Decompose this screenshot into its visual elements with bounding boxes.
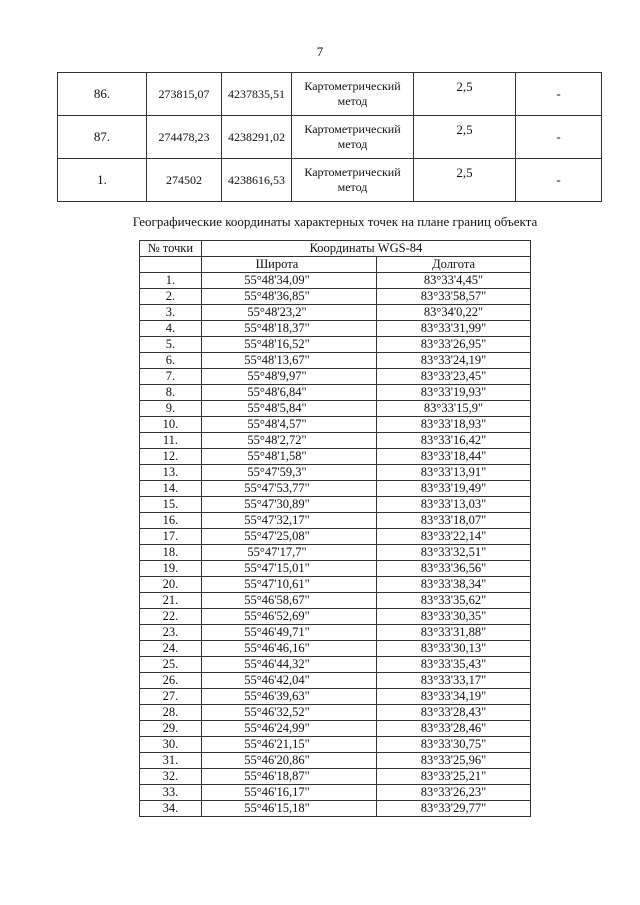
accuracy: 2,5	[414, 73, 516, 116]
latitude-value: 55°47'25,08"	[201, 529, 376, 545]
table-row	[140, 433, 531, 449]
latitude-value: 55°46'42,04"	[201, 673, 376, 689]
longitude-value: 83°33'38,34"	[377, 577, 531, 593]
latitude-value: 55°48'1,58"	[201, 449, 376, 465]
latitude-value: 55°46'24,99"	[201, 721, 376, 737]
coordinates-body	[140, 273, 531, 817]
coord-x: 273815,07	[147, 73, 222, 116]
point-number: 34.	[140, 801, 202, 817]
point-number: 29.	[140, 721, 202, 737]
longitude-value: 83°33'35,62"	[377, 593, 531, 609]
section-title: Географические координаты характерных точек на плане границ объекта	[132, 214, 538, 229]
wgs84-coordinates-table	[139, 240, 531, 817]
latitude-value: 55°46'20,86"	[201, 753, 376, 769]
point-number: 19.	[140, 561, 202, 577]
table-row	[140, 769, 531, 785]
latitude-value: 55°47'15,01"	[201, 561, 376, 577]
longitude-value: 83°33'18,44"	[377, 449, 531, 465]
coord-x: 274502	[147, 159, 222, 202]
point-number: 27.	[140, 689, 202, 705]
longitude-value: 83°33'4,45"	[377, 273, 531, 289]
table-row	[140, 273, 531, 289]
header-latitude: Широта	[201, 257, 376, 273]
latitude-value: 55°46'32,52"	[201, 705, 376, 721]
longitude-value: 83°33'30,75"	[377, 737, 531, 753]
longitude-value: 83°33'34,19"	[377, 689, 531, 705]
method: Картометрический метод	[292, 159, 414, 202]
point-number: 25.	[140, 657, 202, 673]
method: Картометрический метод	[292, 116, 414, 159]
header-longitude: Долгота	[377, 257, 531, 273]
table-row	[140, 657, 531, 673]
table-row	[140, 561, 531, 577]
longitude-value: 83°33'13,91"	[377, 465, 531, 481]
point-number: 17.	[140, 529, 202, 545]
table-row	[140, 465, 531, 481]
point-number: 24.	[140, 641, 202, 657]
latitude-value: 55°48'16,52"	[201, 337, 376, 353]
table-row	[140, 721, 531, 737]
point-number: 2.	[140, 289, 202, 305]
longitude-value: 83°33'30,13"	[377, 641, 531, 657]
longitude-value: 83°33'36,56"	[377, 561, 531, 577]
table-header-row	[140, 241, 531, 257]
latitude-value: 55°48'4,57"	[201, 417, 376, 433]
point-number: 4.	[140, 321, 202, 337]
accuracy: 2,5	[414, 116, 516, 159]
note: -	[516, 73, 602, 116]
point-number: 87.	[58, 116, 147, 159]
longitude-value: 83°33'16,42"	[377, 433, 531, 449]
longitude-value: 83°33'31,88"	[377, 625, 531, 641]
table-row	[140, 513, 531, 529]
latitude-value: 55°46'58,67"	[201, 593, 376, 609]
table-row	[58, 116, 602, 159]
point-number: 5.	[140, 337, 202, 353]
latitude-value: 55°46'52,69"	[201, 609, 376, 625]
latitude-value: 55°46'49,71"	[201, 625, 376, 641]
latitude-value: 55°48'34,09"	[201, 273, 376, 289]
note: -	[516, 116, 602, 159]
table-row	[140, 321, 531, 337]
latitude-value: 55°48'13,67"	[201, 353, 376, 369]
table-header-row	[140, 257, 531, 273]
longitude-value: 83°33'18,93"	[377, 417, 531, 433]
table-row	[140, 369, 531, 385]
point-number: 31.	[140, 753, 202, 769]
table-row	[140, 401, 531, 417]
longitude-value: 83°33'35,43"	[377, 657, 531, 673]
longitude-value: 83°33'28,46"	[377, 721, 531, 737]
longitude-value: 83°33'22,14"	[377, 529, 531, 545]
accuracy: 2,5	[414, 159, 516, 202]
table-row	[140, 545, 531, 561]
longitude-value: 83°33'18,07"	[377, 513, 531, 529]
table-row	[140, 289, 531, 305]
latitude-value: 55°48'18,37"	[201, 321, 376, 337]
latitude-value: 55°46'39,63"	[201, 689, 376, 705]
point-number: 11.	[140, 433, 202, 449]
table-row	[140, 785, 531, 801]
point-number: 12.	[140, 449, 202, 465]
table-row	[140, 337, 531, 353]
point-number: 23.	[140, 625, 202, 641]
longitude-value: 83°33'19,49"	[377, 481, 531, 497]
latitude-value: 55°47'30,89"	[201, 497, 376, 513]
point-number: 26.	[140, 673, 202, 689]
latitude-value: 55°46'16,17"	[201, 785, 376, 801]
point-number: 14.	[140, 481, 202, 497]
longitude-value: 83°33'15,9"	[377, 401, 531, 417]
longitude-value: 83°33'26,23"	[377, 785, 531, 801]
point-number: 30.	[140, 737, 202, 753]
table-row	[140, 641, 531, 657]
longitude-value: 83°33'25,96"	[377, 753, 531, 769]
table-row	[140, 801, 531, 817]
longitude-value: 83°33'29,77"	[377, 801, 531, 817]
table-row	[58, 73, 602, 116]
table-row	[140, 593, 531, 609]
point-number: 10.	[140, 417, 202, 433]
table-row	[140, 481, 531, 497]
longitude-value: 83°33'31,99"	[377, 321, 531, 337]
point-number: 21.	[140, 593, 202, 609]
latitude-value: 55°46'21,15"	[201, 737, 376, 753]
table-row	[140, 417, 531, 433]
latitude-value: 55°48'9,97"	[201, 369, 376, 385]
table-row	[140, 529, 531, 545]
page-number: 7	[316, 44, 324, 59]
table-row	[140, 689, 531, 705]
table-row	[140, 353, 531, 369]
point-number: 13.	[140, 465, 202, 481]
method: Картометрический метод	[292, 73, 414, 116]
point-number: 6.	[140, 353, 202, 369]
table-row	[140, 609, 531, 625]
point-number: 86.	[58, 73, 147, 116]
longitude-value: 83°33'33,17"	[377, 673, 531, 689]
point-number: 33.	[140, 785, 202, 801]
point-number: 15.	[140, 497, 202, 513]
point-number: 1.	[58, 159, 147, 202]
latitude-value: 55°47'53,77"	[201, 481, 376, 497]
longitude-value: 83°33'25,21"	[377, 769, 531, 785]
latitude-value: 55°48'6,84"	[201, 385, 376, 401]
header-coordinate-system: Координаты WGS-84	[201, 241, 530, 257]
latitude-value: 55°47'17,7"	[201, 545, 376, 561]
point-number: 20.	[140, 577, 202, 593]
table-row	[140, 449, 531, 465]
table-row	[140, 705, 531, 721]
longitude-value: 83°33'30,35"	[377, 609, 531, 625]
table-row	[140, 673, 531, 689]
longitude-value: 83°33'19,93"	[377, 385, 531, 401]
latitude-value: 55°48'5,84"	[201, 401, 376, 417]
table-row	[140, 305, 531, 321]
table-row	[140, 753, 531, 769]
coord-y: 4238616,53	[222, 159, 292, 202]
latitude-value: 55°47'59,3"	[201, 465, 376, 481]
point-number: 1.	[140, 273, 202, 289]
point-number: 3.	[140, 305, 202, 321]
latitude-value: 55°47'32,17"	[201, 513, 376, 529]
point-number: 8.	[140, 385, 202, 401]
header-empty	[140, 257, 202, 273]
table-row	[140, 737, 531, 753]
longitude-value: 83°33'58,57"	[377, 289, 531, 305]
latitude-value: 55°48'2,72"	[201, 433, 376, 449]
coord-y: 4238291,02	[222, 116, 292, 159]
table-row	[140, 625, 531, 641]
table-row	[140, 577, 531, 593]
point-number: 28.	[140, 705, 202, 721]
latitude-value: 55°48'23,2"	[201, 305, 376, 321]
longitude-value: 83°33'23,45"	[377, 369, 531, 385]
latitude-value: 55°46'46,16"	[201, 641, 376, 657]
longitude-value: 83°33'32,51"	[377, 545, 531, 561]
table-row	[58, 159, 602, 202]
coord-x: 274478,23	[147, 116, 222, 159]
table-row	[140, 385, 531, 401]
latitude-value: 55°46'15,18"	[201, 801, 376, 817]
longitude-value: 83°33'24,19"	[377, 353, 531, 369]
note: -	[516, 159, 602, 202]
latitude-value: 55°47'10,61"	[201, 577, 376, 593]
coord-y: 4237835,51	[222, 73, 292, 116]
header-point-no: № точки	[140, 241, 202, 257]
latitude-value: 55°48'36,85"	[201, 289, 376, 305]
point-number: 18.	[140, 545, 202, 561]
longitude-value: 83°34'0,22"	[377, 305, 531, 321]
latitude-value: 55°46'44,32"	[201, 657, 376, 673]
point-number: 32.	[140, 769, 202, 785]
longitude-value: 83°33'13,03"	[377, 497, 531, 513]
point-number: 9.	[140, 401, 202, 417]
point-number: 7.	[140, 369, 202, 385]
longitude-value: 83°33'26,95"	[377, 337, 531, 353]
latitude-value: 55°46'18,87"	[201, 769, 376, 785]
point-number: 22.	[140, 609, 202, 625]
table-row	[140, 497, 531, 513]
boundary-points-table	[57, 72, 602, 202]
point-number: 16.	[140, 513, 202, 529]
longitude-value: 83°33'28,43"	[377, 705, 531, 721]
